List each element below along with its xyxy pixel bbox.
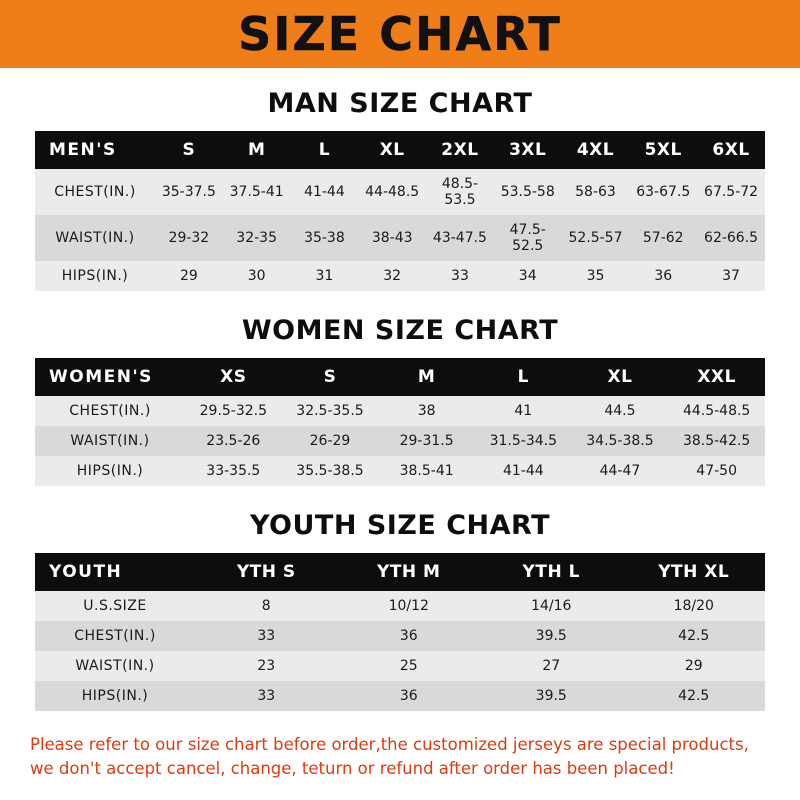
table-cell: 44.5-48.5 (682, 403, 751, 419)
table-cell: 10/12 (388, 598, 429, 614)
table-cell: 41-44 (304, 184, 345, 200)
row-header: WAIST(IN.) (55, 230, 135, 246)
row-header: WAIST(IN.) (70, 433, 150, 449)
table-cell: 42.5 (678, 628, 710, 644)
table-cell: 47.5-52.5 (509, 222, 546, 254)
column-header: YTH M (377, 562, 441, 582)
youth-size-table (35, 553, 765, 711)
column-header: L (517, 367, 529, 387)
table-cell: 30 (247, 268, 266, 284)
footer-note-line-2: we don't accept cancel, change, teturn or refund after order has been placed! (30, 758, 675, 778)
table-cell: 43-47.5 (432, 230, 487, 246)
table-row (35, 426, 765, 456)
column-header: WOMEN'S (49, 367, 153, 387)
table-cell: 41 (514, 403, 533, 419)
table-cell: 32.5-35.5 (296, 403, 364, 419)
table-cell: 36 (399, 688, 418, 704)
column-header: S (182, 140, 196, 160)
table-cell: 33-35.5 (206, 463, 261, 479)
table-cell: 44-48.5 (365, 184, 420, 200)
table-cell: 47-50 (696, 463, 737, 479)
column-header: XXL (697, 367, 736, 387)
table-cell: 58-63 (575, 184, 616, 200)
footer-note (30, 733, 770, 781)
table-cell: 33 (257, 688, 276, 704)
column-header: XS (220, 367, 247, 387)
column-header: YOUTH (49, 562, 123, 582)
table-cell: 34.5-38.5 (586, 433, 654, 449)
column-header: YTH S (236, 562, 296, 582)
column-header: 2XL (441, 140, 479, 160)
table-cell: 33 (451, 268, 469, 284)
table-header-row (35, 358, 765, 396)
table-cell: 39.5 (535, 628, 567, 644)
table-cell: 8 (261, 598, 271, 614)
table-row (35, 681, 765, 711)
column-header: YTH XL (658, 562, 730, 582)
column-header: YTH L (522, 562, 580, 582)
table-cell: 62-66.5 (704, 230, 759, 246)
table-cell: 53.5-58 (500, 184, 555, 200)
table-cell: 14/16 (531, 598, 572, 614)
column-header: M (247, 140, 266, 160)
table-cell: 39.5 (535, 688, 567, 704)
table-header-row (35, 131, 765, 169)
table-cell: 23 (257, 658, 276, 674)
women-size-table (35, 358, 765, 486)
table-row (35, 591, 765, 621)
table-cell: 42.5 (678, 688, 710, 704)
table-cell: 29-32 (168, 230, 210, 246)
column-header: XL (607, 367, 633, 387)
table-cell: 67.5-72 (704, 184, 759, 200)
row-header: HIPS(IN.) (61, 268, 129, 284)
table-cell: 52.5-57 (568, 230, 623, 246)
column-header: M (417, 367, 436, 387)
row-header: CHEST(IN.) (69, 403, 151, 419)
table-cell: 44-47 (599, 463, 641, 479)
table-cell: 32-35 (236, 230, 277, 246)
row-header: CHEST(IN.) (54, 184, 136, 200)
table-cell: 38.5-41 (399, 463, 454, 479)
table-row (35, 456, 765, 486)
table-header-row (35, 553, 765, 591)
table-cell: 37.5-41 (229, 184, 284, 200)
table-cell: 23.5-26 (206, 433, 261, 449)
table-row (35, 396, 765, 426)
row-header: CHEST(IN.) (74, 628, 156, 644)
table-row (35, 215, 765, 261)
footer-note-line-1: Please refer to our size chart before order,the customized jerseys are special products, (30, 735, 749, 754)
column-header: L (318, 140, 331, 160)
page-title: SIZE CHART (238, 7, 562, 61)
column-header: XL (379, 140, 405, 160)
table-cell: 29.5-32.5 (199, 403, 268, 419)
table-cell: 32 (383, 268, 402, 284)
table-cell: 37 (722, 268, 740, 284)
table-cell: 63-67.5 (636, 184, 691, 200)
row-header: WAIST(IN.) (75, 658, 155, 674)
row-header: HIPS(IN.) (76, 463, 144, 479)
table-cell: 35-38 (304, 230, 345, 246)
header-banner (0, 0, 800, 68)
table-cell: 57-62 (642, 230, 684, 246)
table-cell: 31.5-34.5 (489, 433, 557, 449)
column-header: MEN'S (49, 140, 117, 160)
man-section-title: MAN SIZE CHART (267, 88, 533, 119)
table-cell: 29 (684, 658, 703, 674)
table-cell: 35-37.5 (161, 184, 216, 200)
man-size-table (35, 131, 765, 291)
table-cell: 26-29 (309, 433, 351, 449)
table-cell: 29-31.5 (399, 433, 454, 449)
table-cell: 34 (518, 268, 537, 284)
table-cell: 27 (542, 658, 561, 674)
row-header: HIPS(IN.) (81, 688, 149, 704)
table-row (35, 169, 765, 215)
table-cell: 36 (399, 628, 418, 644)
women-section-title: WOMEN SIZE CHART (241, 315, 559, 346)
column-header: 5XL (644, 140, 682, 160)
table-cell: 41-44 (502, 463, 544, 479)
table-cell: 25 (399, 658, 418, 674)
table-cell: 18/20 (673, 598, 714, 614)
table-row (35, 621, 765, 651)
row-header: U.S.SIZE (83, 598, 147, 614)
column-header: S (323, 367, 337, 387)
youth-section-title: YOUTH SIZE CHART (249, 510, 551, 541)
table-cell: 29 (179, 268, 198, 284)
table-cell: 35.5-38.5 (296, 463, 364, 479)
column-header: 3XL (509, 140, 547, 160)
table-row (35, 651, 765, 681)
column-header: 4XL (576, 140, 615, 160)
table-cell: 38.5-42.5 (682, 433, 751, 449)
table-cell: 36 (654, 268, 673, 284)
column-header: 6XL (712, 140, 750, 160)
table-cell: 48.5-53.5 (441, 176, 479, 208)
table-row (35, 261, 765, 291)
table-cell: 33 (257, 628, 276, 644)
table-cell: 38 (417, 403, 436, 419)
table-cell: 38-43 (371, 230, 413, 246)
table-cell: 31 (315, 268, 334, 284)
table-cell: 44.5 (604, 403, 636, 419)
table-cell: 35 (586, 268, 605, 284)
